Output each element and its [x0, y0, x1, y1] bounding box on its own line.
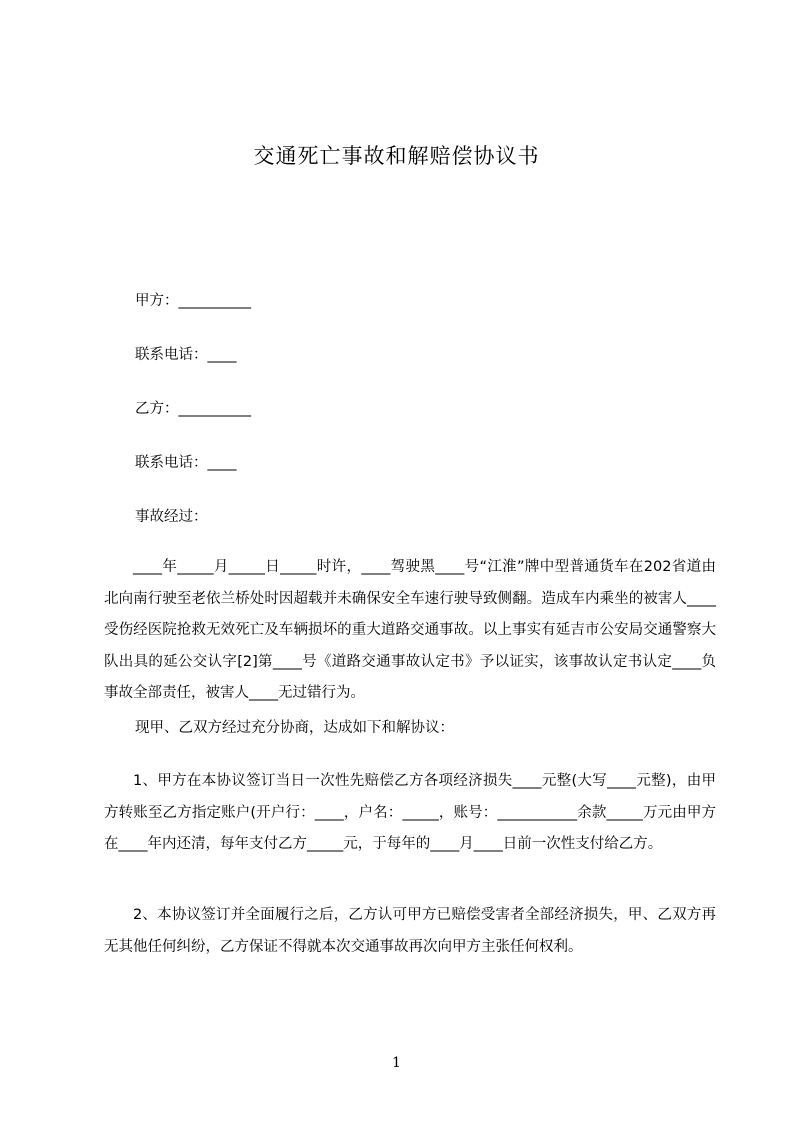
party-a-field: 甲方：__________ — [135, 293, 251, 309]
party-b-field: 乙方：__________ — [135, 401, 251, 417]
accident-details-paragraph: ____年_____月_____日_____时许，____驾驶黑____号“江淮”牌中型普通货车在202省道由北向南行驶至老依兰桥处时因超载并未确保安全车速行驶导致侧翻。造成车内乘坐的被害人____受伤经医院抢救无效死亡及车辆损坏的重大道路交通事故。以上事实有延吉市公安局交通警察大队出具的延公交认字[2]第____号《道路交通事故认定书》予以证实，该事故认定书认定____负事故全部责任，被害人____无过错行为。 — [104, 559, 716, 701]
party-a-phone-field: 联系电话：____ — [135, 347, 237, 363]
accident-label: 事故经过： — [135, 509, 208, 525]
agreement-intro: 现甲、乙双方经过充分协商，达成如下和解协议： — [135, 720, 454, 736]
clause-1-paragraph: 1、甲方在本协议签订当日一次性先赔偿乙方各项经济损失____元整(大写____元整)，由甲方转账至乙方指定账户(开户行：____，户名：_____，账号：___________余款_____万元由甲方在____年内还清，每年支付乙方_____元，于每年的____月____日前一次性支付给乙方。 — [104, 773, 716, 852]
page-number: 1 — [392, 1055, 401, 1071]
clause-2-paragraph: 2、本协议签订并全面履行之后，乙方认可甲方已赔偿受害者全部经济损失，甲、乙双方再无其他任何纠纷，乙方保证不得就本次交通事故再次向甲方主张任何权利。 — [104, 907, 716, 955]
party-b-phone-field: 联系电话：____ — [135, 455, 237, 471]
document-title: 交通死亡事故和解赔偿协议书 — [253, 144, 540, 168]
